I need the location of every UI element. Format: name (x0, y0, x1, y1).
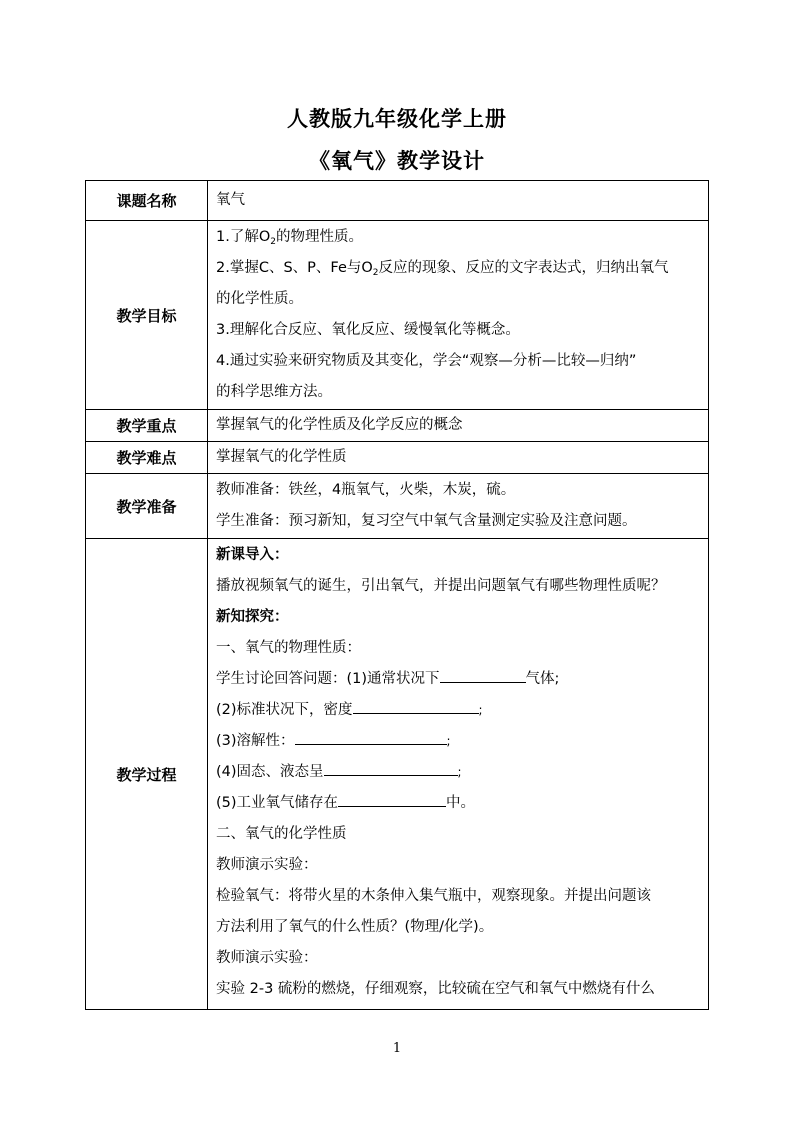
process-content (208, 539, 709, 1010)
experiment-line: 实验 2-3 硫粉的燃烧，仔细观察，比较硫在空气和氧气中燃烧有什么 (216, 981, 655, 997)
oxygen-test-line-1: 检验氧气：将带火星的木条伸入集气瓶中，观察现象。并提出问题该 (216, 888, 651, 904)
teacher-preparation: 教师准备：铁丝，4瓶氧气，火柴，木炭，硫。 (216, 482, 516, 498)
objective-2-subscript: 2 (372, 268, 379, 278)
question-4 (216, 757, 702, 788)
objective-2-post: 反应的现象、反应的文字表达式，归纳出氧气 (378, 260, 669, 276)
teacher-demo-2: 教师演示实验： (216, 950, 318, 966)
question-3-text: (3)溶解性： (216, 733, 295, 749)
document-title: 人教版九年级化学上册 (287, 107, 507, 131)
key-points-content (208, 410, 709, 442)
question-1-text: 学生讨论回答问题：(1)通常状况下 (216, 671, 440, 687)
objective-2-pre: 2.掌握C、S、P、Fe与O (216, 260, 373, 276)
table-row-difficulties (86, 442, 709, 474)
difficulties-content (208, 442, 709, 474)
question-3-suffix: ; (446, 734, 451, 748)
document-subtitle: 《氧气》教学设计 (309, 149, 485, 173)
difficulties-label: 教学难点 (86, 442, 208, 474)
table-row-preparation (86, 474, 709, 539)
question-5-text: (5)工业氧气储存在 (216, 795, 339, 811)
explore-heading: 新知探究： (216, 609, 289, 625)
question-5-suffix: 中。 (446, 795, 476, 811)
table-row-topic (86, 181, 709, 221)
objective-1-post: 的物理性质。 (275, 229, 363, 245)
physical-properties-heading: 一、氧气的物理性质： (216, 640, 361, 656)
page-number: 1 (392, 1041, 402, 1056)
question-3 (216, 726, 702, 757)
question-1-suffix: 气体; (525, 671, 560, 687)
preparation-content (208, 474, 709, 539)
table-row-objectives (86, 221, 709, 410)
objective-4-continued: 的科学思维方法。 (216, 384, 332, 400)
key-points-text: 掌握氧气的化学性质及化学反应的概念 (216, 417, 463, 433)
answer-blank-1 (440, 666, 526, 683)
objective-1-pre: 1.了解O (216, 229, 271, 245)
objective-3: 3.理解化合反应、氧化反应、缓慢氧化等概念。 (216, 322, 520, 338)
answer-blank-4 (324, 759, 458, 776)
objective-1 (216, 222, 702, 253)
objective-4: 4.通过实验来研究物质及其变化，学会“观察—分析—比较—归纳” (216, 353, 637, 369)
key-points-label: 教学重点 (86, 410, 208, 442)
answer-blank-5 (338, 790, 446, 807)
process-label: 教学过程 (86, 539, 208, 1010)
preparation-label: 教学准备 (86, 474, 208, 539)
table-row-key-points (86, 410, 709, 442)
question-2-text: (2)标准状况下，密度 (216, 702, 353, 718)
topic-label: 课题名称 (86, 181, 208, 221)
student-preparation: 学生准备：预习新知，复习空气中氧气含量测定实验及注意问题。 (216, 513, 637, 529)
question-4-text: (4)固态、液态呈 (216, 764, 324, 780)
question-2 (216, 695, 702, 726)
objectives-label: 教学目标 (86, 221, 208, 410)
topic-value-text: 氧气 (216, 192, 245, 208)
question-4-suffix: ; (457, 765, 462, 779)
answer-blank-3 (295, 728, 447, 745)
answer-blank-2 (353, 697, 479, 714)
table-row-process (86, 539, 709, 1010)
teacher-demo-1: 教师演示实验： (216, 857, 318, 873)
oxygen-test-line-2: 方法利用了氧气的什么性质？(物理/化学)。 (216, 919, 494, 935)
intro-heading: 新课导入： (216, 547, 289, 563)
objective-2 (216, 253, 702, 284)
intro-text: 播放视频氧气的诞生，引出氧气，并提出问题氧气有哪些物理性质呢？ (216, 578, 666, 594)
objective-2-continued: 的化学性质。 (216, 291, 303, 307)
difficulties-text: 掌握氧气的化学性质 (216, 449, 347, 465)
question-5 (216, 788, 702, 819)
question-1 (216, 664, 702, 695)
lesson-plan-table (85, 180, 709, 1010)
topic-value (208, 181, 709, 221)
question-2-suffix: ; (478, 703, 483, 717)
chemical-properties-heading: 二、氧气的化学性质 (216, 826, 347, 842)
objective-1-subscript: 2 (270, 237, 276, 247)
objectives-content (208, 221, 709, 410)
